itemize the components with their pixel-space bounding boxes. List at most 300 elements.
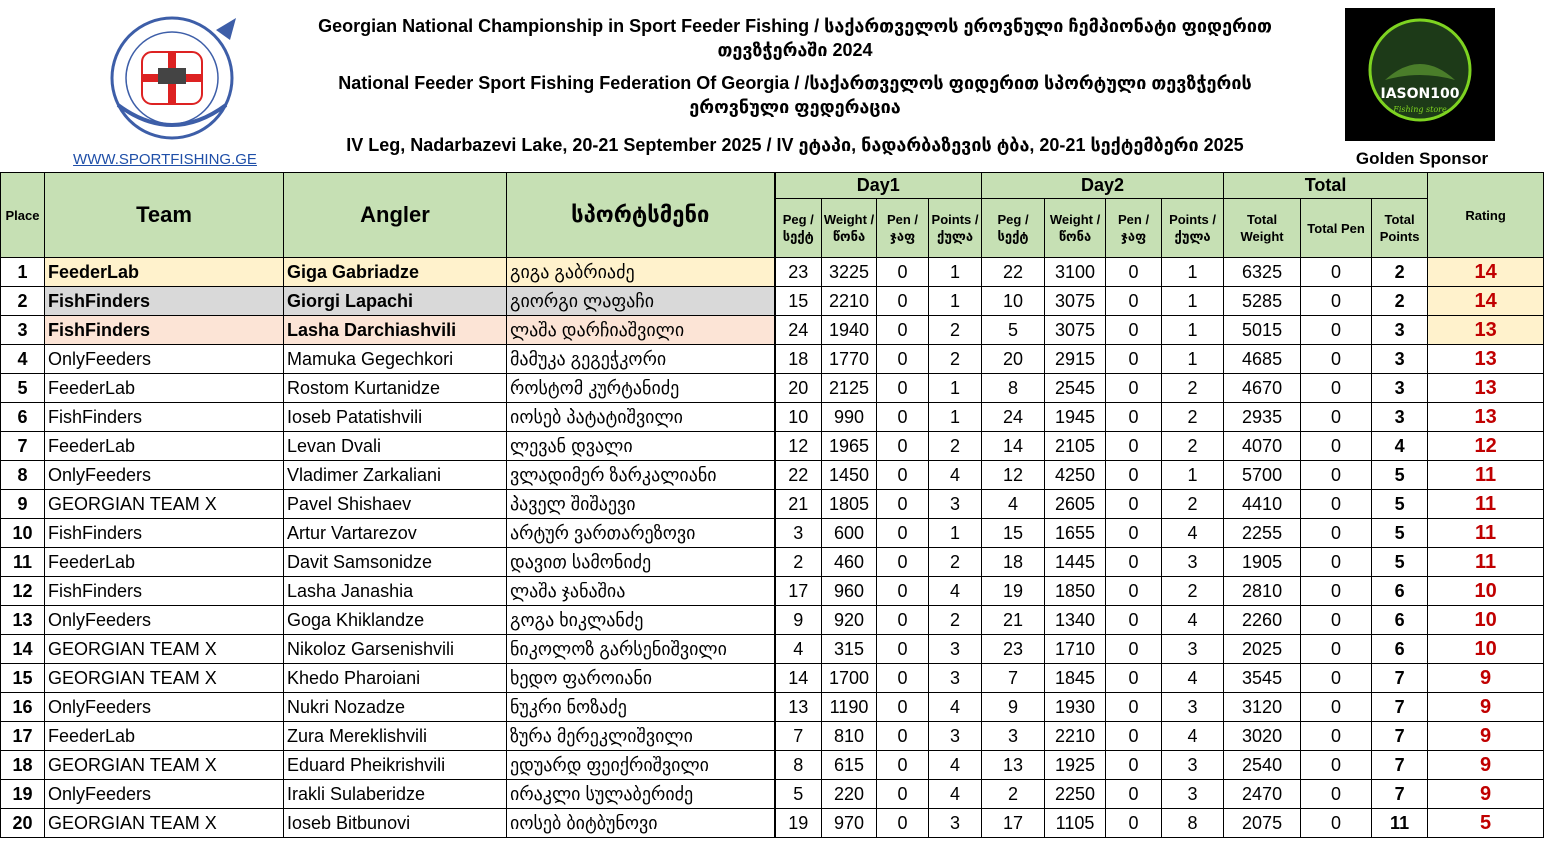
row-weight1: 1450 (822, 461, 877, 490)
row-place: 6 (1, 403, 45, 432)
row-peg1: 24 (775, 316, 822, 345)
row-weight1: 920 (822, 606, 877, 635)
row-place: 3 (1, 316, 45, 345)
row-pen1: 0 (877, 577, 929, 606)
table-row (1, 809, 1544, 838)
row-angler-ka: არტურ ვართარეზოვი (507, 519, 775, 548)
row-angler-ka: ლევან დვალი (507, 432, 775, 461)
row-pen1: 0 (877, 751, 929, 780)
row-peg2: 12 (982, 461, 1045, 490)
results-table (0, 172, 1544, 838)
row-pen1: 0 (877, 403, 929, 432)
row-total-weight: 2935 (1224, 403, 1301, 432)
row-pen2: 0 (1106, 432, 1162, 461)
row-total-pen: 0 (1301, 606, 1372, 635)
row-total-points: 2 (1372, 287, 1428, 316)
row-points1: 4 (929, 693, 982, 722)
row-angler: Levan Dvali (284, 432, 507, 461)
row-pen2: 0 (1106, 461, 1162, 490)
row-place: 12 (1, 577, 45, 606)
row-total-weight: 2260 (1224, 606, 1301, 635)
row-pen1: 0 (877, 287, 929, 316)
sponsor-label: Golden Sponsor (1355, 149, 1489, 168)
row-points2: 1 (1162, 258, 1224, 287)
row-rating: 5 (1428, 809, 1544, 838)
row-angler-ka: ნიკოლოზ გარსენიშვილი (507, 635, 775, 664)
row-total-points: 7 (1372, 664, 1428, 693)
row-pen2: 0 (1106, 316, 1162, 345)
row-weight2: 1340 (1045, 606, 1106, 635)
row-total-weight: 5700 (1224, 461, 1301, 490)
row-place: 4 (1, 345, 45, 374)
row-points1: 2 (929, 606, 982, 635)
row-angler: Nukri Nozadze (284, 693, 507, 722)
row-peg2: 5 (982, 316, 1045, 345)
row-rating: 9 (1428, 664, 1544, 693)
row-total-pen: 0 (1301, 345, 1372, 374)
row-points1: 1 (929, 374, 982, 403)
row-team: OnlyFeeders (45, 606, 284, 635)
row-total-weight: 2075 (1224, 809, 1301, 838)
row-points2: 2 (1162, 374, 1224, 403)
table-row (1, 490, 1544, 519)
table-row (1, 577, 1544, 606)
row-total-pen: 0 (1301, 722, 1372, 751)
table-row (1, 722, 1544, 751)
row-team: OnlyFeeders (45, 693, 284, 722)
championship-title: Georgian National Championship in Sport Feeder Fishing / საქართველოს ეროვნული ჩემპიონატი ფიდერით თევზჭერაში 2024 (318, 16, 1272, 60)
row-total-pen: 0 (1301, 461, 1372, 490)
col-peg1: Peg / სექტ (775, 199, 822, 258)
col-total-points: Total Points (1372, 199, 1428, 258)
row-team: FeederLab (45, 374, 284, 403)
row-total-pen: 0 (1301, 316, 1372, 345)
row-rating: 9 (1428, 780, 1544, 809)
table-row (1, 316, 1544, 345)
row-rating: 14 (1428, 287, 1544, 316)
row-total-weight: 3545 (1224, 664, 1301, 693)
row-total-pen: 0 (1301, 519, 1372, 548)
row-total-points: 7 (1372, 751, 1428, 780)
row-total-points: 5 (1372, 490, 1428, 519)
row-peg2: 22 (982, 258, 1045, 287)
row-total-weight: 4670 (1224, 374, 1301, 403)
row-total-pen: 0 (1301, 403, 1372, 432)
row-angler-ka: ირაკლი სულაბერიძე (507, 780, 775, 809)
row-peg1: 13 (775, 693, 822, 722)
row-angler-ka: გიგა გაბრიაძე (507, 258, 775, 287)
row-total-weight: 4685 (1224, 345, 1301, 374)
row-angler-ka: ვლადიმერ ზარკალიანი (507, 461, 775, 490)
row-total-weight: 2810 (1224, 577, 1301, 606)
row-place: 9 (1, 490, 45, 519)
row-angler-ka: პაველ შიშაევი (507, 490, 775, 519)
row-pen1: 0 (877, 635, 929, 664)
row-points2: 3 (1162, 751, 1224, 780)
sponsor-name: IASON100 (1380, 86, 1460, 102)
row-rating: 13 (1428, 374, 1544, 403)
table-row (1, 635, 1544, 664)
col-points1: Points / ქულა (929, 199, 982, 258)
row-total-points: 7 (1372, 722, 1428, 751)
row-total-pen: 0 (1301, 664, 1372, 693)
row-place: 16 (1, 693, 45, 722)
row-peg1: 19 (775, 809, 822, 838)
row-place: 19 (1, 780, 45, 809)
row-team: FishFinders (45, 287, 284, 316)
row-total-weight: 3020 (1224, 722, 1301, 751)
row-pen1: 0 (877, 693, 929, 722)
row-team: GEORGIAN TEAM X (45, 490, 284, 519)
row-angler-ka: ზურა მერეკლიშვილი (507, 722, 775, 751)
row-total-points: 6 (1372, 635, 1428, 664)
results-body (1, 258, 1544, 838)
row-points2: 4 (1162, 722, 1224, 751)
row-peg2: 19 (982, 577, 1045, 606)
row-weight1: 1700 (822, 664, 877, 693)
row-points1: 2 (929, 548, 982, 577)
row-weight1: 1805 (822, 490, 877, 519)
row-weight1: 315 (822, 635, 877, 664)
col-weight1: Weight / წონა (822, 199, 877, 258)
row-angler: Khedo Pharoiani (284, 664, 507, 693)
row-pen2: 0 (1106, 809, 1162, 838)
row-total-points: 2 (1372, 258, 1428, 287)
col-points2: Points / ქულა (1162, 199, 1224, 258)
row-weight1: 1190 (822, 693, 877, 722)
row-rating: 14 (1428, 258, 1544, 287)
row-weight1: 600 (822, 519, 877, 548)
col-angler: Angler (284, 173, 507, 258)
row-peg1: 8 (775, 751, 822, 780)
row-total-weight: 2025 (1224, 635, 1301, 664)
col-rating: Rating (1428, 173, 1544, 258)
row-total-weight: 4410 (1224, 490, 1301, 519)
row-angler: Artur Vartarezov (284, 519, 507, 548)
row-points1: 4 (929, 751, 982, 780)
row-peg2: 18 (982, 548, 1045, 577)
col-pen1: Pen / ჯაფ (877, 199, 929, 258)
row-peg2: 14 (982, 432, 1045, 461)
row-points1: 3 (929, 809, 982, 838)
row-rating: 10 (1428, 635, 1544, 664)
row-angler-ka: იოსებ ბიტბუნოვი (507, 809, 775, 838)
row-pen2: 0 (1106, 345, 1162, 374)
row-weight1: 960 (822, 577, 877, 606)
row-peg1: 2 (775, 548, 822, 577)
row-points1: 4 (929, 461, 982, 490)
row-points2: 3 (1162, 693, 1224, 722)
table-row (1, 345, 1544, 374)
row-points2: 8 (1162, 809, 1224, 838)
row-total-weight: 6325 (1224, 258, 1301, 287)
table-row (1, 374, 1544, 403)
row-weight2: 2915 (1045, 345, 1106, 374)
row-total-points: 5 (1372, 519, 1428, 548)
row-peg1: 23 (775, 258, 822, 287)
row-weight1: 810 (822, 722, 877, 751)
row-peg2: 17 (982, 809, 1045, 838)
row-peg1: 14 (775, 664, 822, 693)
row-pen2: 0 (1106, 606, 1162, 635)
row-angler: Lasha Janashia (284, 577, 507, 606)
row-peg1: 22 (775, 461, 822, 490)
row-total-pen: 0 (1301, 548, 1372, 577)
row-pen1: 0 (877, 780, 929, 809)
row-angler: Giorgi Lapachi (284, 287, 507, 316)
row-peg2: 21 (982, 606, 1045, 635)
row-team: GEORGIAN TEAM X (45, 809, 284, 838)
row-angler: Nikoloz Garsenishvili (284, 635, 507, 664)
row-team: FishFinders (45, 519, 284, 548)
row-total-pen: 0 (1301, 780, 1372, 809)
row-total-weight: 4070 (1224, 432, 1301, 461)
row-team: FishFinders (45, 577, 284, 606)
row-team: FeederLab (45, 548, 284, 577)
row-rating: 12 (1428, 432, 1544, 461)
row-points1: 3 (929, 664, 982, 693)
row-points2: 3 (1162, 780, 1224, 809)
row-peg1: 15 (775, 287, 822, 316)
row-points1: 1 (929, 519, 982, 548)
row-total-points: 3 (1372, 316, 1428, 345)
row-weight1: 460 (822, 548, 877, 577)
row-pen2: 0 (1106, 635, 1162, 664)
sponsor-logo (1345, 8, 1495, 141)
row-rating: 11 (1428, 490, 1544, 519)
row-angler: Lasha Darchiashvili (284, 316, 507, 345)
table-row (1, 606, 1544, 635)
row-points1: 3 (929, 635, 982, 664)
row-weight2: 1850 (1045, 577, 1106, 606)
row-points2: 1 (1162, 461, 1224, 490)
row-pen2: 0 (1106, 374, 1162, 403)
row-angler-ka: დავით სამონიძე (507, 548, 775, 577)
row-place: 15 (1, 664, 45, 693)
col-total-pen: Total Pen (1301, 199, 1372, 258)
table-row (1, 693, 1544, 722)
row-points1: 3 (929, 490, 982, 519)
row-peg1: 10 (775, 403, 822, 432)
row-pen1: 0 (877, 316, 929, 345)
row-total-points: 4 (1372, 432, 1428, 461)
col-total-weight: Total Weight (1224, 199, 1301, 258)
row-pen1: 0 (877, 664, 929, 693)
row-rating: 11 (1428, 461, 1544, 490)
row-angler: Eduard Pheikrishvili (284, 751, 507, 780)
row-pen1: 0 (877, 548, 929, 577)
row-peg1: 4 (775, 635, 822, 664)
row-angler: Irakli Sulaberidze (284, 780, 507, 809)
row-points2: 4 (1162, 664, 1224, 693)
row-weight1: 1940 (822, 316, 877, 345)
row-points2: 2 (1162, 403, 1224, 432)
website-link[interactable]: WWW.SPORTFISHING.GE (73, 151, 257, 168)
row-peg2: 7 (982, 664, 1045, 693)
col-day2: Day2 (982, 173, 1224, 199)
col-place: Place (1, 173, 45, 258)
row-team: FishFinders (45, 403, 284, 432)
row-pen2: 0 (1106, 258, 1162, 287)
row-place: 7 (1, 432, 45, 461)
row-weight2: 2250 (1045, 780, 1106, 809)
row-team: GEORGIAN TEAM X (45, 635, 284, 664)
row-peg2: 24 (982, 403, 1045, 432)
row-total-weight: 2470 (1224, 780, 1301, 809)
event-title: IV Leg, Nadarbazevi Lake, 20-21 September 2025 / IV ეტაპი, ნადარბაზევის ტბა, 20-21 სექტემბერი 2025 (346, 135, 1244, 155)
row-team: FishFinders (45, 316, 284, 345)
row-angler: Zura Mereklishvili (284, 722, 507, 751)
row-angler: Mamuka Gegechkori (284, 345, 507, 374)
row-total-weight: 5285 (1224, 287, 1301, 316)
row-rating: 10 (1428, 606, 1544, 635)
row-total-pen: 0 (1301, 635, 1372, 664)
row-rating: 13 (1428, 316, 1544, 345)
row-weight2: 2105 (1045, 432, 1106, 461)
row-place: 20 (1, 809, 45, 838)
row-angler-ka: ხედო ფაროიანი (507, 664, 775, 693)
table-row (1, 751, 1544, 780)
row-team: OnlyFeeders (45, 345, 284, 374)
row-points1: 2 (929, 345, 982, 374)
federation-title: National Feeder Sport Fishing Federation Of Georgia / /საქართველოს ფიდერით სპორტული თევზჭერის ეროვნული ფედერაცია (338, 73, 1252, 117)
row-rating: 9 (1428, 722, 1544, 751)
row-place: 5 (1, 374, 45, 403)
row-weight2: 1445 (1045, 548, 1106, 577)
row-points2: 1 (1162, 345, 1224, 374)
col-day1: Day1 (775, 173, 982, 199)
table-row (1, 287, 1544, 316)
row-pen2: 0 (1106, 490, 1162, 519)
row-angler: Giga Gabriadze (284, 258, 507, 287)
row-pen2: 0 (1106, 751, 1162, 780)
row-pen2: 0 (1106, 780, 1162, 809)
row-weight1: 2210 (822, 287, 877, 316)
row-peg2: 2 (982, 780, 1045, 809)
row-weight1: 615 (822, 751, 877, 780)
row-weight2: 3075 (1045, 316, 1106, 345)
col-pen2: Pen / ჯაფ (1106, 199, 1162, 258)
row-total-points: 3 (1372, 345, 1428, 374)
row-pen2: 0 (1106, 403, 1162, 432)
row-weight2: 3100 (1045, 258, 1106, 287)
sponsor-fish-icon (1345, 8, 1495, 141)
row-place: 13 (1, 606, 45, 635)
row-peg1: 21 (775, 490, 822, 519)
row-angler-ka: ლაშა ჯანაშია (507, 577, 775, 606)
row-place: 1 (1, 258, 45, 287)
row-points2: 2 (1162, 432, 1224, 461)
table-row (1, 432, 1544, 461)
row-pen1: 0 (877, 606, 929, 635)
table-row (1, 519, 1544, 548)
row-angler-ka: გოგა ხიკლანძე (507, 606, 775, 635)
col-total: Total (1224, 173, 1428, 199)
row-peg2: 23 (982, 635, 1045, 664)
row-total-pen: 0 (1301, 432, 1372, 461)
row-place: 18 (1, 751, 45, 780)
row-pen1: 0 (877, 258, 929, 287)
row-peg1: 17 (775, 577, 822, 606)
row-peg2: 8 (982, 374, 1045, 403)
row-weight2: 1105 (1045, 809, 1106, 838)
row-rating: 9 (1428, 693, 1544, 722)
row-angler-ka: ლაშა დარჩიაშვილი (507, 316, 775, 345)
sponsor-subtitle: Fishing store (1393, 105, 1447, 114)
row-points2: 4 (1162, 606, 1224, 635)
col-angler-ka: სპორტსმენი (507, 173, 775, 258)
row-angler: Rostom Kurtanidze (284, 374, 507, 403)
row-peg2: 9 (982, 693, 1045, 722)
row-pen1: 0 (877, 809, 929, 838)
row-total-weight: 2255 (1224, 519, 1301, 548)
row-total-points: 5 (1372, 548, 1428, 577)
row-place: 10 (1, 519, 45, 548)
row-weight1: 990 (822, 403, 877, 432)
row-total-weight: 2540 (1224, 751, 1301, 780)
row-weight2: 1710 (1045, 635, 1106, 664)
row-total-points: 3 (1372, 403, 1428, 432)
row-weight2: 2210 (1045, 722, 1106, 751)
row-pen2: 0 (1106, 548, 1162, 577)
row-pen2: 0 (1106, 693, 1162, 722)
row-pen2: 0 (1106, 287, 1162, 316)
row-rating: 11 (1428, 548, 1544, 577)
row-total-points: 5 (1372, 461, 1428, 490)
row-weight1: 3225 (822, 258, 877, 287)
row-total-points: 3 (1372, 374, 1428, 403)
row-angler: Vladimer Zarkaliani (284, 461, 507, 490)
row-total-weight: 3120 (1224, 693, 1301, 722)
row-points1: 3 (929, 722, 982, 751)
row-peg2: 20 (982, 345, 1045, 374)
row-place: 2 (1, 287, 45, 316)
row-rating: 11 (1428, 519, 1544, 548)
row-rating: 10 (1428, 577, 1544, 606)
row-place: 17 (1, 722, 45, 751)
row-total-pen: 0 (1301, 577, 1372, 606)
row-angler-ka: გიორგი ლაფაჩი (507, 287, 775, 316)
row-pen2: 0 (1106, 722, 1162, 751)
row-peg2: 3 (982, 722, 1045, 751)
row-team: FeederLab (45, 432, 284, 461)
row-team: GEORGIAN TEAM X (45, 664, 284, 693)
row-rating: 13 (1428, 345, 1544, 374)
table-row (1, 403, 1544, 432)
row-weight2: 1845 (1045, 664, 1106, 693)
row-peg1: 7 (775, 722, 822, 751)
row-total-points: 6 (1372, 606, 1428, 635)
row-angler-ka: როსტომ კურტანიძე (507, 374, 775, 403)
title-block (280, 14, 1310, 157)
row-pen2: 0 (1106, 577, 1162, 606)
row-points1: 1 (929, 403, 982, 432)
row-total-weight: 1905 (1224, 548, 1301, 577)
table-row (1, 461, 1544, 490)
row-weight2: 1945 (1045, 403, 1106, 432)
row-place: 8 (1, 461, 45, 490)
row-total-pen: 0 (1301, 490, 1372, 519)
row-angler: Pavel Shishaev (284, 490, 507, 519)
row-points2: 3 (1162, 548, 1224, 577)
table-row (1, 780, 1544, 809)
federation-logo-icon (98, 10, 246, 150)
row-points1: 4 (929, 577, 982, 606)
row-weight2: 3075 (1045, 287, 1106, 316)
row-weight1: 1965 (822, 432, 877, 461)
row-angler: Goga Khiklandze (284, 606, 507, 635)
row-weight1: 1770 (822, 345, 877, 374)
